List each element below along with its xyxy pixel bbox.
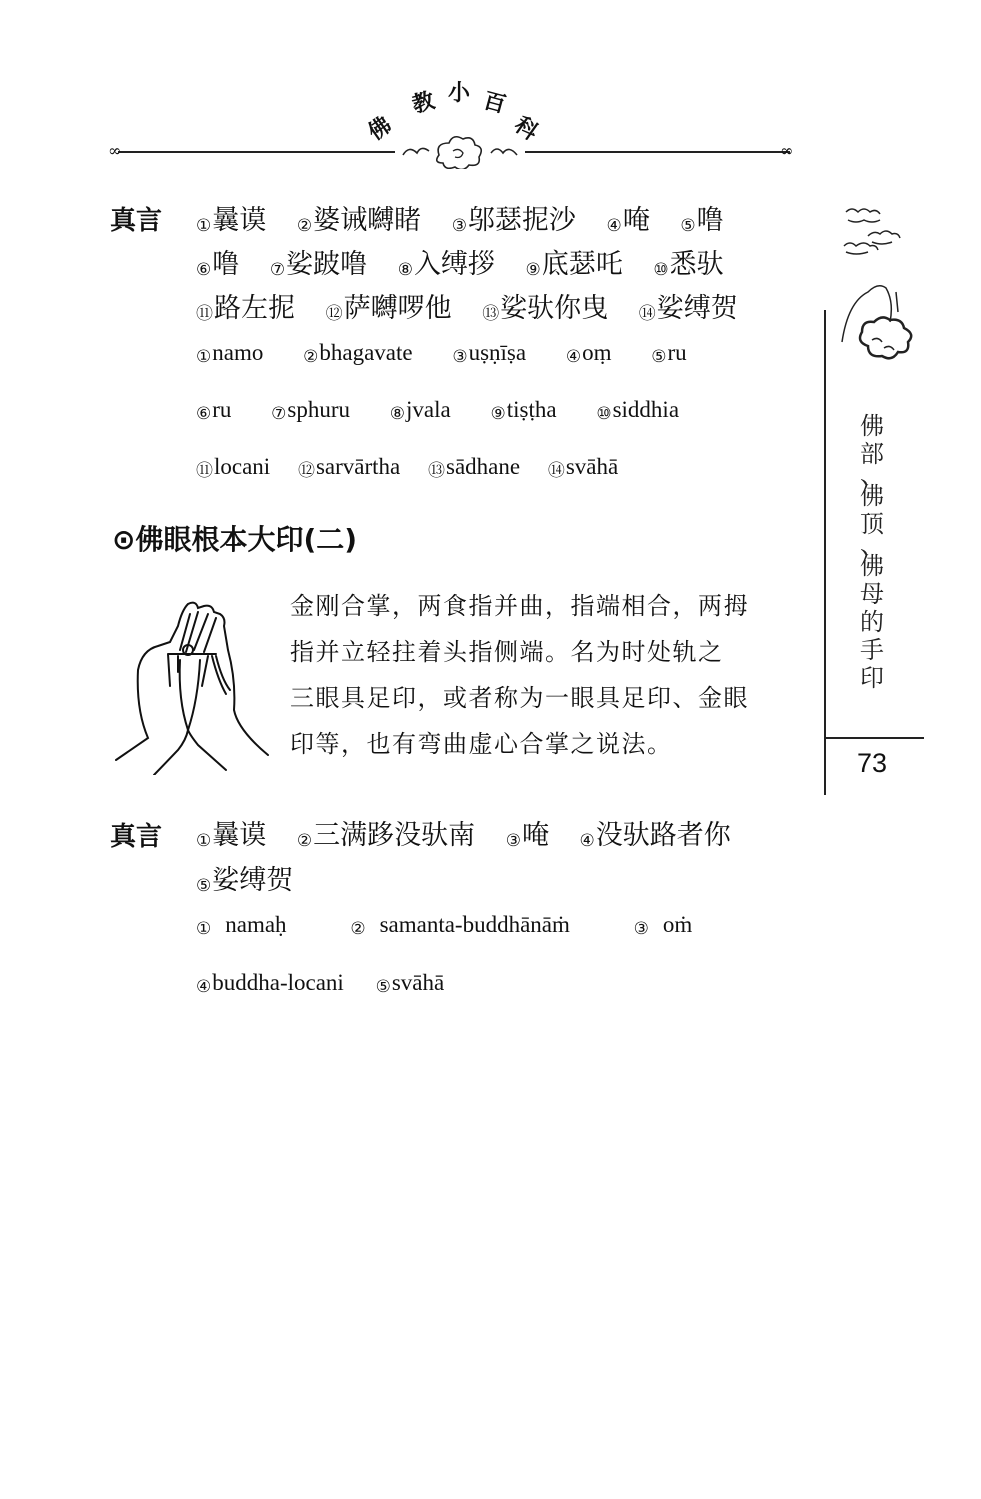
item-number: ⑩: [596, 404, 612, 423]
item-text: 入缚拶: [413, 249, 495, 280]
mantra-item: [326, 286, 452, 325]
item-text: 悉驮: [669, 249, 724, 280]
chapter-char: 印: [860, 664, 884, 692]
item-number: ④: [606, 216, 622, 236]
item-number: ⑦: [269, 260, 286, 280]
mantra-item: [566, 340, 612, 367]
item-text: namaḥ: [225, 912, 287, 937]
mantra-item: [270, 242, 367, 281]
item-text: oṁ: [662, 912, 693, 937]
mantra-chinese-row: [196, 198, 746, 237]
item-number: ②: [296, 216, 313, 236]
item-text: 娑跛噜: [286, 249, 368, 280]
mantra-item: [196, 242, 239, 281]
cloud-ornament-icon: [395, 133, 525, 169]
mantra-item: [196, 970, 344, 997]
mantra-item: [376, 970, 445, 997]
item-number: ⑭: [638, 304, 656, 324]
item-text: svāhā: [391, 970, 445, 995]
mantra-item: [390, 397, 451, 424]
item-number: ③: [633, 919, 649, 938]
item-number: ⑬: [428, 461, 445, 480]
item-number: ⑤: [196, 876, 212, 896]
item-text: 底瑟吒: [541, 249, 623, 280]
chapter-char: 、: [860, 531, 884, 559]
mantra-roman-row: [196, 340, 721, 367]
item-number: ⑭: [547, 461, 565, 480]
mantra-item: [196, 813, 266, 852]
item-number: ⑧: [397, 260, 413, 280]
mantra-item: [596, 397, 679, 424]
mantra-item: [196, 454, 270, 481]
mantra-item: [526, 242, 623, 281]
header-char: 佛: [363, 112, 397, 146]
item-number: ⑬: [482, 304, 500, 324]
bullet-circle-dot-icon: ⊙: [112, 523, 136, 556]
mantra-item: [482, 286, 608, 325]
mantra-label: 真言: [110, 206, 163, 236]
item-number: ⑫: [325, 304, 343, 324]
paragraph-line: 印等，也有弯曲虚心合掌之说法。: [290, 730, 673, 758]
item-number: ⑨: [525, 260, 541, 280]
paragraph-line: 三眼具足印，或者称为一眼具足印、金眼: [290, 684, 749, 712]
mantra-item: [639, 286, 738, 325]
item-text: ru: [212, 397, 232, 422]
mantra-item: [271, 397, 350, 424]
item-number: ①: [196, 347, 212, 366]
mantra-item: [303, 340, 412, 367]
item-number: ④: [579, 831, 595, 851]
mudra-description: [290, 583, 810, 767]
chapter-char: 的: [860, 608, 884, 636]
mantra-chinese-row: [196, 813, 753, 852]
item-text: siddhia: [612, 397, 680, 422]
item-text: 路左抳: [214, 293, 295, 324]
item-text: 婆诫嚩睹: [313, 205, 422, 236]
rule-end-ornament-icon: ∞: [108, 141, 122, 160]
item-text: oṃ: [582, 340, 612, 365]
chapter-char: 佛: [860, 412, 884, 440]
mantra-roman-row: [196, 912, 726, 939]
item-text: 娑驮你曳: [500, 293, 609, 324]
mantra-item: [491, 397, 557, 424]
item-number: ②: [303, 347, 319, 366]
mantra-item: [297, 813, 475, 852]
item-text: 唵: [622, 205, 650, 236]
item-number: ①: [196, 216, 212, 236]
mantra-item: [297, 198, 421, 237]
chapter-char: 、: [860, 461, 884, 489]
item-number: ③: [451, 216, 467, 236]
chapter-title-vertical: [857, 412, 887, 692]
item-text: 娑缚贺: [656, 293, 738, 324]
chapter-char: 顶: [860, 510, 884, 538]
item-text: 曩谟: [212, 205, 267, 236]
chapter-char: 母: [860, 580, 884, 608]
mantra-label: 真言: [110, 822, 163, 852]
item-text: locani: [214, 454, 271, 479]
item-number: ⑫: [297, 461, 315, 480]
mantra-item: [196, 858, 293, 897]
item-text: sarvārtha: [315, 454, 401, 479]
header-char: 科: [509, 112, 543, 146]
mantra-item: [653, 242, 723, 281]
mantra-chinese-row: [196, 286, 760, 325]
mantra-item: [196, 397, 231, 424]
section-title: 佛眼根本大印(二): [135, 523, 358, 556]
chapter-char: 佛: [860, 482, 884, 510]
item-number: ⑧: [389, 404, 406, 423]
item-text: sādhane: [446, 454, 521, 479]
mantra-chinese-row: [196, 242, 746, 281]
item-text: sphuru: [287, 397, 351, 422]
item-text: namo: [212, 340, 264, 365]
item-number: ②: [296, 831, 313, 851]
header-char: 百: [480, 88, 509, 119]
item-number: ①: [196, 919, 212, 938]
praying-hands-mudra-illustration: [108, 590, 273, 775]
item-number: ⑪: [196, 461, 213, 480]
item-number: ⑤: [680, 216, 696, 236]
item-text: 噜: [212, 249, 240, 280]
item-text: bhagavate: [319, 340, 413, 365]
item-text: buddha-locani: [212, 970, 344, 995]
item-text: tiṣṭha: [506, 397, 557, 422]
item-number: ⑨: [490, 404, 506, 423]
paragraph-line: 指并立轻拄着头指侧端。名为时处轨之: [290, 638, 724, 666]
item-text: uṣṇīṣa: [468, 340, 527, 365]
chapter-char: 佛: [860, 552, 884, 580]
item-text: samanta-buddhānāṁ: [379, 912, 570, 937]
rule-end-ornament-icon: ∞: [780, 141, 794, 160]
mantra-item: [634, 912, 693, 939]
mantra-item: [580, 813, 731, 852]
item-number: ⑦: [271, 404, 287, 423]
mantra-roman-row: [196, 397, 713, 424]
item-number: ③: [452, 347, 468, 366]
item-number: ③: [505, 831, 521, 851]
chapter-char: 部: [860, 440, 884, 468]
mantra-item: [350, 912, 570, 939]
item-text: 三满跢没驮南: [313, 820, 476, 851]
cloud-deity-vignette-icon: [838, 192, 928, 362]
mantra-item: [196, 340, 263, 367]
item-text: svāhā: [565, 454, 619, 479]
header-char: 小: [448, 81, 471, 106]
item-text: 邬瑟抳沙: [467, 205, 576, 236]
mantra-item: [298, 454, 400, 481]
mantra-roman-row: [196, 970, 478, 997]
mantra-item: [680, 198, 723, 237]
item-text: ru: [667, 340, 687, 365]
item-text: 曩谟: [212, 820, 267, 851]
item-number: ④: [196, 977, 212, 996]
mantra-roman-row: [196, 454, 652, 481]
item-number: ⑩: [653, 260, 669, 280]
header-char: 教: [409, 88, 438, 119]
item-number: ⑤: [375, 977, 391, 996]
mantra-item: [398, 242, 495, 281]
section-heading: [112, 518, 357, 558]
sidebar-vertical-rule: [824, 310, 826, 795]
mantra-item: [452, 198, 576, 237]
item-number: ①: [196, 831, 212, 851]
item-text: jvala: [406, 397, 451, 422]
mantra-chinese-row: [196, 858, 315, 897]
item-number: ⑥: [196, 260, 212, 280]
mantra-item: [196, 912, 287, 939]
page-number-rule: [824, 737, 924, 739]
paragraph-line: 金刚合掌，两食指并曲，指端相合，两拇: [290, 592, 749, 620]
item-number: ⑪: [196, 304, 213, 324]
item-text: 噜: [696, 205, 724, 236]
mantra-item: [651, 340, 686, 367]
mantra-item: [196, 198, 266, 237]
item-text: 唵: [521, 820, 549, 851]
item-number: ④: [565, 347, 582, 366]
mantra-item: [452, 340, 526, 367]
item-text: 娑缚贺: [212, 865, 294, 896]
mantra-item: [548, 454, 618, 481]
mantra-item: [607, 198, 650, 237]
item-number: ⑥: [196, 404, 212, 423]
mantra-item: [428, 454, 520, 481]
item-number: ②: [350, 919, 366, 938]
page-number: 73: [857, 748, 888, 778]
mantra-item: [196, 286, 295, 325]
item-text: 萨嚩啰他: [343, 293, 452, 324]
mantra-item: [506, 813, 549, 852]
item-number: ⑤: [651, 347, 667, 366]
item-text: 没驮路者你: [595, 820, 731, 851]
chapter-char: 手: [860, 636, 884, 664]
